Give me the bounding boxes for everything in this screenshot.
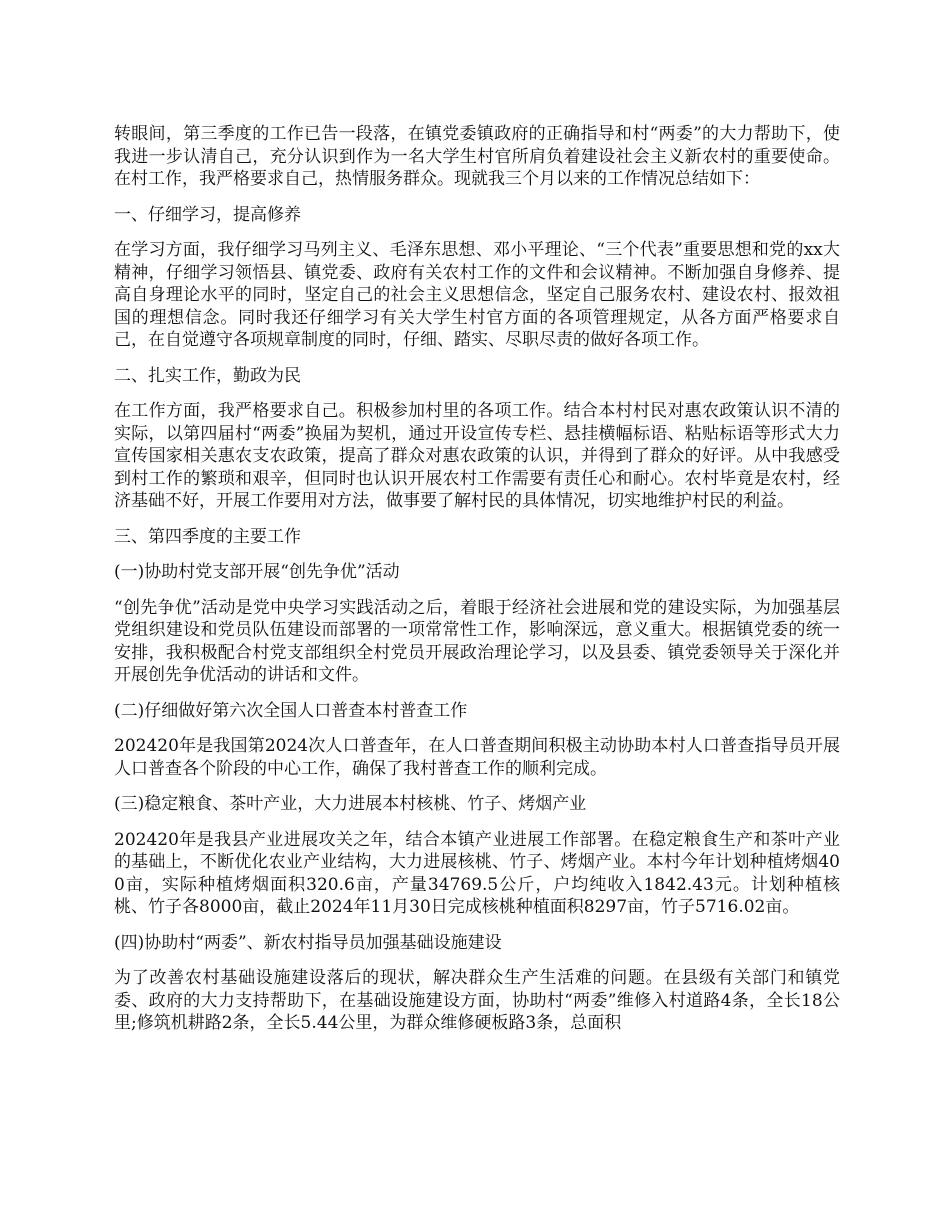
section-heading-3: 三、第四季度的主要工作 <box>114 526 301 547</box>
subheading-4: (四)协助村“两委”、新农村指导员加强基础设施建设 <box>114 932 502 953</box>
infrastructure-paragraph: 为了改善农村基础设施建设落后的现状，解决群众生产生活难的问题。在县级有关部门和镇党委、政府的大力支持帮助下，在基础设施建设方面，协助村“两委”维修入村道路4条，全长18公里;修筑机耕路2条，全长5.44公里，为群众维修硬板路3条，总面积 <box>114 968 840 1033</box>
subheading-2: (二)仔细做好第六次全国人口普查本村普查工作 <box>114 700 468 721</box>
subheading-1: (一)协助村党支部开展“创先争优”活动 <box>114 562 400 582</box>
work-paragraph: 在工作方面，我严格要求自己。积极参加村里的各项工作。结合本村村民对惠农政策认识不清的实际，以第四届村“两委”换届为契机，通过开设宣传专栏、悬挂横幅标语、粘贴标语等形式大力宣传国家相关惠农支农政策，提高了群众对惠农政策的认识，并得到了群众的好评。从中我感受到村工作的繁琐和艰辛，但同时也认识开展农村工作需要有责任心和耐心。农村毕竟是农村，经济基础不好，开展工作要用对方法，做事要了解村民的具体情况，切实地维护村民的利益。 <box>114 401 840 511</box>
industry-paragraph: 202420年是我县产业进展攻关之年，结合本镇产业进展工作部署。在稳定粮食生产和茶叶产业的基础上，不断优化农业产业结构，大力进展核桃、竹子、烤烟产业。本村今年计划种植烤烟400亩，实际种植烤烟面积320.6亩，产量34769.5公斤，户均纯收入1842.43元。计划种植核桃、竹子各8000亩，截止2024年11月30日完成核桃种植面积8297亩，竹子5716.02亩。 <box>114 829 840 917</box>
census-paragraph: 202420年是我国第2024次人口普查年，在人口普查期间积极主动协助本村人口普查指导员开展人口普查各个阶段的中心工作，确保了我村普查工作的顺利完成。 <box>114 736 840 779</box>
campaign-paragraph: “创先争优”活动是党中央学习实践活动之后，着眼于经济社会进展和党的建设实际，为加强基层党组织建设和党员队伍建设而部署的一项常常性工作，影响深远，意义重大。根据镇党委的统一安排，我积极配合村党支部组织全村党员开展政治理论学习，以及县委、镇党委领导关于深化并开展创先争优活动的讲话和文件。 <box>114 597 840 685</box>
section-heading-2: 二、扎实工作，勤政为民 <box>114 365 301 386</box>
section-heading-1: 一、仔细学习，提高修养 <box>114 204 301 225</box>
intro-paragraph: 转眼间，第三季度的工作已告一段落，在镇党委镇政府的正确指导和村“两委”的大力帮助下，使我进一步认清自己，充分认识到作为一名大学生村官所肩负着建设社会主义新农村的重要使命。在村工作，我严格要求自己，热情服务群众。现就我三个月以来的工作情况总结如下： <box>114 124 840 189</box>
document-body <box>114 123 840 1048</box>
subheading-3: (三)稳定粮食、茶叶产业，大力进展本村核桃、竹子、烤烟产业 <box>114 794 587 814</box>
study-paragraph: 在学习方面，我仔细学习马列主义、毛泽东思想、邓小平理论、“三个代表”重要思想和党的xx大精神，仔细学习领悟县、镇党委、政府有关农村工作的文件和会议精神。不断加强自身修养、提高自身理论水平的同时，坚定自己的社会主义思想信念，坚定自己服务农村、建设农村、报效祖国的理想信念。同时我还仔细学习有关大学生村官方面的各项管理规定，从各方面严格要求自己，在自觉遵守各项规章制度的同时，仔细、踏实、尽职尽责的做好各项工作。 <box>114 240 840 350</box>
